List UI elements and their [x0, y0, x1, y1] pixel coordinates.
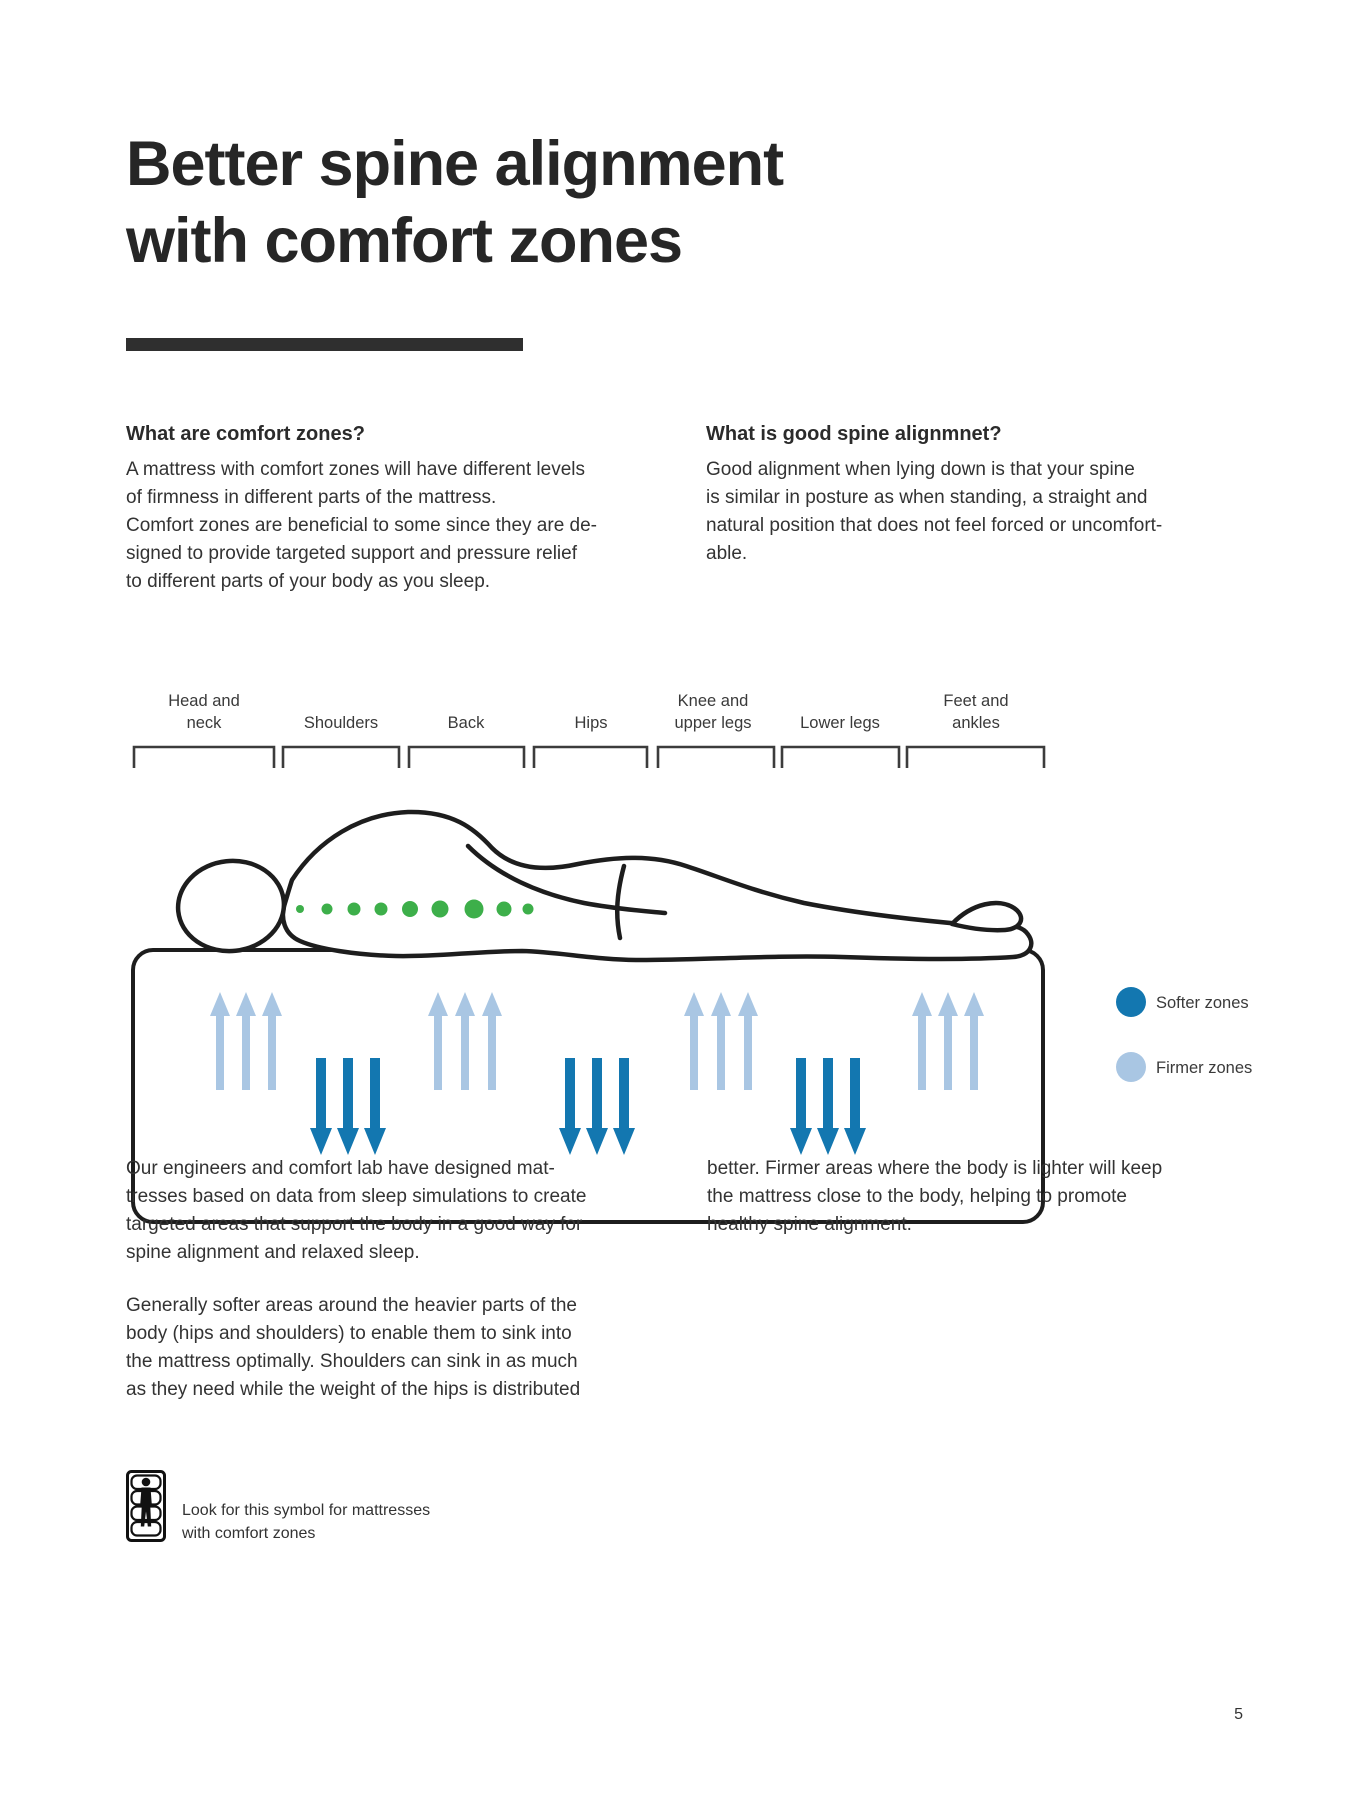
intro-right-column [706, 421, 1266, 568]
text-line: healthy spine alignment. [707, 1214, 912, 1235]
title-line-2: with comfort zones [126, 206, 683, 276]
spine-dot [497, 902, 512, 917]
spine-dot [523, 904, 534, 915]
zone-brackets [134, 747, 1044, 768]
text-line: Look for this symbol for mattresses [182, 1502, 431, 1519]
zone-bracket [134, 747, 274, 768]
spine-dot [296, 905, 304, 913]
intro-left-column [126, 421, 686, 596]
firmer-zones-label: Firmer zones [1156, 1059, 1253, 1077]
zone-label-feet-ankles: ankles [952, 714, 1000, 732]
paragraph [707, 1155, 1267, 1239]
text-line: body (hips and shoulders) to enable them to sink into [126, 1323, 572, 1344]
zone-label-lower-legs: Lower legs [800, 714, 880, 732]
spine-dot [402, 901, 418, 917]
page-number: 5 [1234, 1706, 1243, 1723]
zone-label-knee-upper-legs: upper legs [674, 714, 752, 732]
text-line: is similar in posture as when standing, a straight and [706, 487, 1148, 508]
text-line: Generally softer areas around the heavier parts of the [126, 1295, 577, 1316]
text-line: targeted areas that support the body in a good way for [126, 1214, 583, 1235]
zone-bracket [907, 747, 1044, 768]
zone-bracket [658, 747, 774, 768]
text-line: the mattress optimally. Shoulders can sink in as much [126, 1351, 578, 1372]
text-line: signed to provide targeted support and pressure relief [126, 543, 577, 564]
spine-dot [322, 904, 333, 915]
text-line: tresses based on data from sleep simulations to create [126, 1186, 587, 1207]
text-line: Our engineers and comfort lab have designed mat- [126, 1158, 555, 1179]
zone-label-shoulders: Shoulders [303, 714, 379, 732]
text-line: Comfort zones are beneficial to some since they are de- [126, 515, 598, 536]
softer-zones-swatch [1116, 987, 1146, 1017]
text-line: as they need while the weight of the hips is distributed [126, 1379, 581, 1400]
zone-bracket [782, 747, 899, 768]
sleeping-person [174, 812, 1032, 960]
zone-label-feet-ankles: Feet and [943, 692, 1009, 710]
softer-zones-label: Softer zones [1156, 994, 1249, 1012]
zone-label-head-neck: Head and [168, 692, 240, 710]
page-title [126, 126, 783, 280]
zone-labels [168, 692, 1008, 732]
text-line: able. [706, 543, 748, 564]
text-line: the mattress close to the body, helping to promote [707, 1186, 1127, 1207]
title-divider [126, 338, 523, 351]
spine-dot [348, 903, 361, 916]
zone-label-back: Back [447, 714, 485, 732]
firmer-zones-swatch [1116, 1052, 1146, 1082]
body-left-column [126, 1155, 686, 1404]
text-line: A mattress with comfort zones will have different levels [126, 459, 586, 480]
intro-left-heading: What are comfort zones? [126, 423, 365, 445]
text-line: to different parts of your body as you sleep. [126, 571, 491, 592]
zone-bracket [409, 747, 524, 768]
person-upper-foot [952, 903, 1021, 930]
body-right-column [707, 1155, 1267, 1239]
person-head [174, 856, 289, 957]
symbol-caption [182, 1499, 430, 1545]
intro-right-heading: What is good spine alignmnet? [706, 423, 1002, 445]
zone-label-head-neck: neck [186, 714, 222, 732]
zone-label-hips: Hips [574, 714, 608, 732]
text-line: of firmness in different parts of the mattress. [126, 487, 497, 508]
text-line: with comfort zones [182, 1525, 316, 1542]
paragraph [126, 1155, 686, 1267]
title-line-1: Better spine alignment [126, 129, 784, 199]
text-line: Good alignment when lying down is that your spine [706, 459, 1135, 480]
zone-label-knee-upper-legs: Knee and [677, 692, 749, 710]
diagram-legend [1116, 987, 1252, 1082]
text-line: natural position that does not feel forced or uncomfort- [706, 515, 1163, 536]
zone-bracket [534, 747, 647, 768]
spine-dot [432, 901, 449, 918]
zone-bracket [283, 747, 399, 768]
text-line: spine alignment and relaxed sleep. [126, 1242, 420, 1263]
paragraph [126, 1292, 686, 1404]
spine-dot [465, 900, 484, 919]
text-line: better. Firmer areas where the body is lighter will keep [707, 1158, 1163, 1179]
person-body-outline [283, 812, 1031, 960]
spine-dot [375, 903, 388, 916]
comfort-zones-symbol-icon [126, 1470, 166, 1542]
